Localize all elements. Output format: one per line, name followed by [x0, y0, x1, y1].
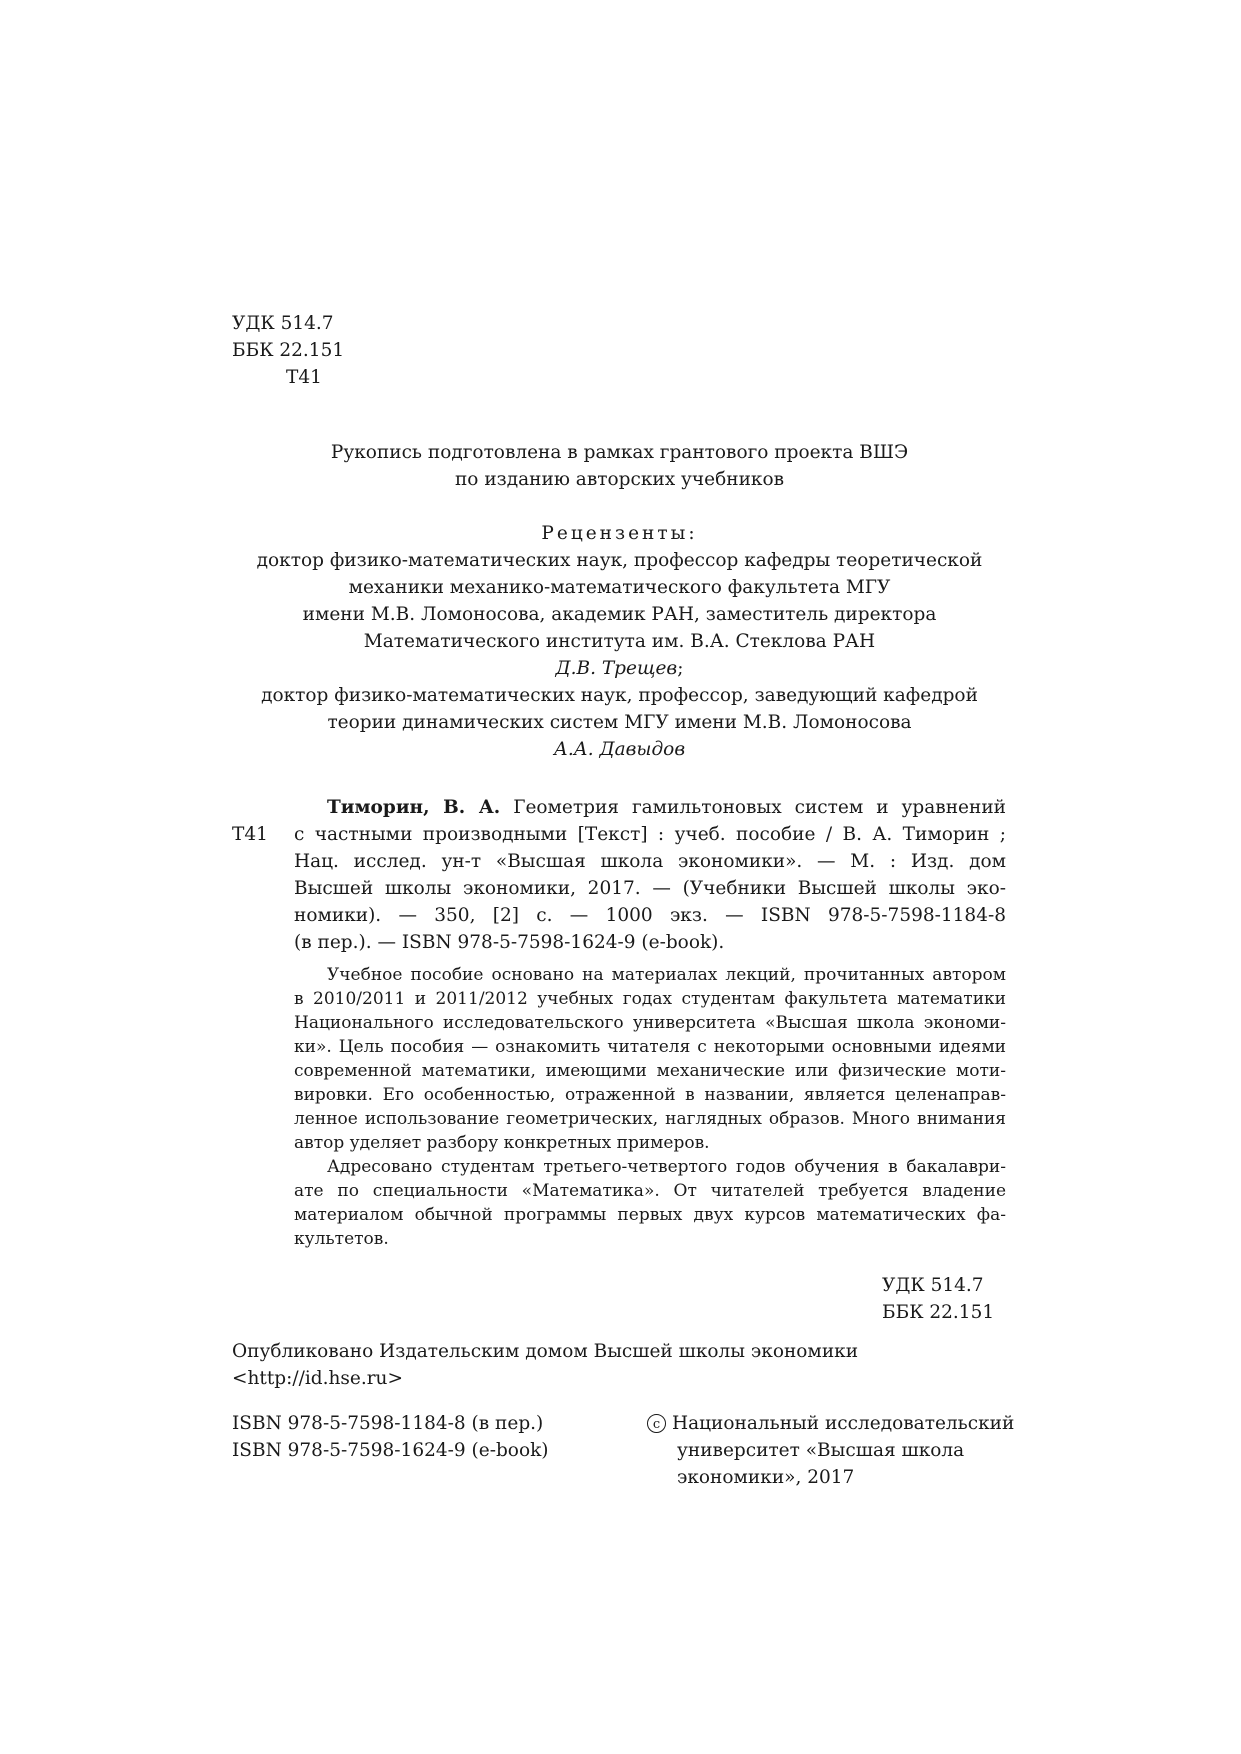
abstract-p1-line-2: в 2010/2011 и 2011/2012 учебных годах студентам факультета математики	[294, 989, 1006, 1009]
abstract-p2-line-3: материалом обычной программы первых двух курсов математических фа-	[294, 1205, 1006, 1225]
abstract-p2-line-4: культетов.	[294, 1229, 389, 1249]
isbn-print: ISBN 978-5-7598-1184-8 (в пер.)	[232, 1413, 544, 1434]
reviewer1-line-1: доктор физико-математических наук, профессор кафедры теоретической	[256, 550, 983, 571]
reviewer1-line-2: механики механико-математического факультета МГУ	[348, 577, 891, 598]
abstract-p1-line-3: Национального исследовательского университета «Высшая школа экономи-	[294, 1013, 1006, 1033]
isbn-ebook: ISBN 978-5-7598-1624-9 (e-book)	[232, 1440, 549, 1461]
abstract-p1-line-4: ки». Цель пособия — ознакомить читателя с некоторыми основными идеями	[294, 1037, 1006, 1057]
abstract-p2-line-2: ате по специальности «Математика». От читателей требуется владение	[294, 1181, 1006, 1201]
grant-note-line-1: Рукопись подготовлена в рамках грантового проекта ВШЭ	[330, 442, 909, 463]
abstract	[294, 963, 1006, 1251]
bbk-code: ББК 22.151	[232, 340, 345, 361]
copyright-line-3: экономики», 2017	[677, 1467, 855, 1488]
bibliographic-side-mark: Т41	[232, 824, 268, 845]
publisher-url: <http://id.hse.ru>	[232, 1368, 403, 1389]
reviewers-block	[232, 520, 1007, 763]
isbn-block	[232, 1410, 549, 1464]
abstract-p1-line-7: ленное использование геометрических, наглядных образов. Много внимания	[294, 1109, 1006, 1129]
abstract-p1-line-8: автор уделяет разбору конкретных примеров.	[294, 1133, 710, 1153]
abstract-p2-line-1: Адресовано студентам третьего-четвертого годов обучения в бакалаври-	[327, 1157, 1006, 1177]
footer-bbk: ББК 22.151	[882, 1302, 995, 1323]
bibliographic-line-1	[294, 794, 1006, 821]
bibliographic-line-2: с частными производными [Текст] : учеб. пособие / В. А. Тиморин ;	[294, 824, 1006, 845]
copyright-block	[647, 1410, 1014, 1491]
abstract-p1-line-5: современной математики, имеющими механические или физические моти-	[294, 1061, 1006, 1081]
reviewers-heading: Рецензенты:	[541, 523, 698, 544]
bibliographic-author: Тиморин, В. А.	[327, 797, 501, 818]
publisher-block	[232, 1338, 858, 1392]
abstract-p1-line-1: Учебное пособие основано на материалах лекций, прочитанных автором	[327, 965, 1006, 985]
copyright-holder: Национальный исследовательский	[672, 1413, 1015, 1434]
footer-codes	[882, 1272, 994, 1326]
footer-udk: УДК 514.7	[882, 1275, 984, 1296]
bibliographic-line-6: (в пер.). — ISBN 978-5-7598-1624-9 (e-book).	[294, 932, 725, 953]
bibliographic-title: Геометрия гамильтоновых систем и уравнений	[500, 797, 1006, 818]
copyright-line-1	[647, 1410, 1014, 1437]
author-mark: Т41	[286, 367, 322, 388]
reviewer1-line-4: Математического института им. В.А. Стеклова РАН	[363, 631, 876, 652]
copyright-line-2: университет «Высшая школа	[677, 1440, 965, 1461]
publisher-line: Опубликовано Издательским домом Высшей школы экономики	[232, 1341, 859, 1362]
udk-code: УДК 514.7	[232, 313, 334, 334]
reviewer1-name: Д.В. Трещев	[555, 658, 678, 679]
reviewer1-separator: ;	[677, 658, 684, 679]
reviewer2-line-1: доктор физико-математических наук, профессор, заведующий кафедрой	[261, 685, 978, 706]
bibliographic-line-4: Высшей школы экономики, 2017. — (Учебники Высшей школы эко-	[294, 878, 1006, 899]
bibliographic-line-5: номики). — 350, [2] с. — 1000 экз. — ISBN 978-5-7598-1184-8	[294, 905, 1006, 926]
abstract-p1-line-6: вировки. Его особенностью, отраженной в названии, является целенаправ-	[294, 1085, 1006, 1105]
reviewer1-line-3: имени М.В. Ломоносова, академик РАН, заместитель директора	[302, 604, 937, 625]
bibliographic-record	[294, 794, 1006, 956]
grant-note	[232, 439, 1007, 493]
reviewer1-name-line	[232, 655, 1007, 682]
copyright-icon: c	[647, 1414, 666, 1433]
reviewer2-line-2: теории динамических систем МГУ имени М.В. Ломоносова	[327, 712, 912, 733]
reviewer2-name: А.А. Давыдов	[553, 739, 686, 760]
bibliographic-line-3: Нац. исслед. ун-т «Высшая школа экономики». — М. : Изд. дом	[294, 851, 1006, 872]
grant-note-line-2: по изданию авторских учебников	[454, 469, 785, 490]
classification-block	[232, 310, 344, 391]
